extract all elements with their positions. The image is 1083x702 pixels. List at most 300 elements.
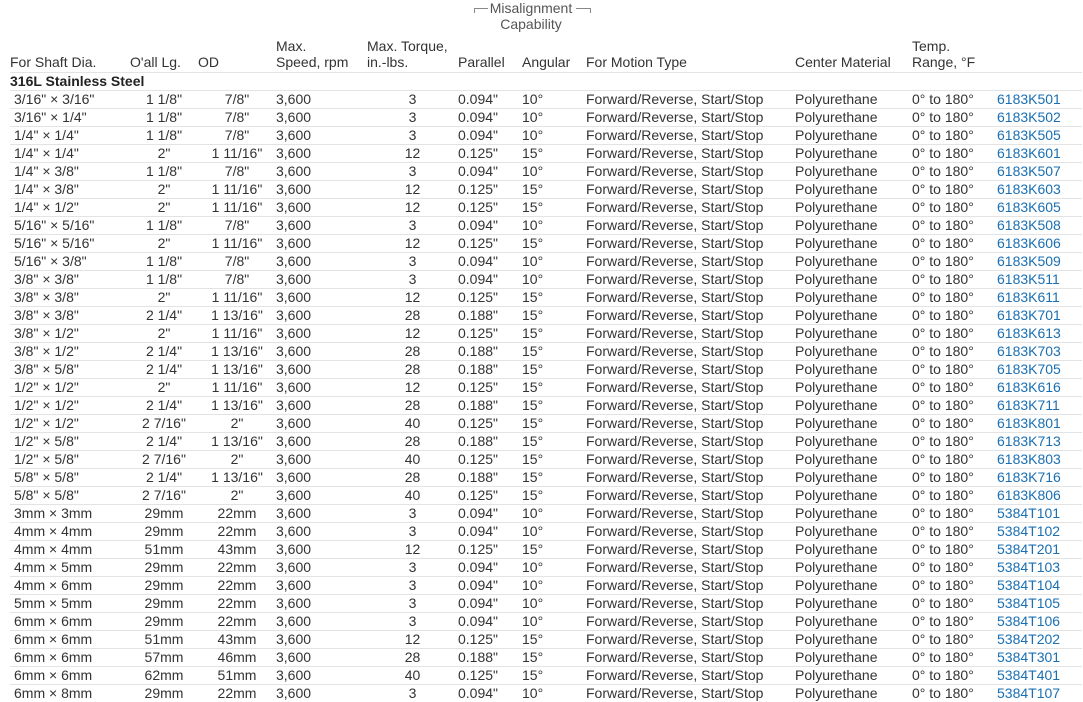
part-number-link[interactable]: 6183K616 [997, 379, 1061, 395]
cell-temp: 0° to 180° [912, 433, 997, 451]
table-row [10, 199, 1082, 217]
cell-temp: 0° to 180° [912, 487, 997, 505]
cell-od: 43mm [198, 541, 276, 559]
col-header-temp-line2: Range, °F [912, 54, 975, 70]
table-row [10, 235, 1082, 253]
cell-length: 29mm [130, 559, 198, 577]
cell-length: 1 1/8" [130, 127, 198, 145]
cell-torque: 3 [367, 595, 458, 613]
cell-motion: Forward/Reverse, Start/Stop [586, 361, 795, 379]
cell-temp: 0° to 180° [912, 163, 997, 181]
cell-center: Polyurethane [795, 145, 912, 163]
table-row [10, 343, 1082, 361]
cell-od: 1 13/16" [198, 433, 276, 451]
part-number-link[interactable]: 5384T401 [997, 667, 1060, 683]
cell-part [997, 307, 1082, 325]
cell-temp: 0° to 180° [912, 91, 997, 109]
cell-angular: 10° [522, 91, 586, 109]
cell-center: Polyurethane [795, 217, 912, 235]
cell-od: 1 11/16" [198, 181, 276, 199]
cell-temp: 0° to 180° [912, 505, 997, 523]
cell-parallel: 0.094" [458, 559, 522, 577]
cell-parallel: 0.188" [458, 433, 522, 451]
col-header-torque-line2: in.-lbs. [367, 54, 408, 70]
cell-shaft: 3/8" × 3/8" [10, 307, 130, 325]
cell-torque: 28 [367, 433, 458, 451]
cell-parallel: 0.094" [458, 217, 522, 235]
cell-shaft: 1/4" × 3/8" [10, 181, 130, 199]
part-number-link[interactable]: 6183K716 [997, 469, 1061, 485]
part-number-link[interactable]: 6183K601 [997, 145, 1061, 161]
cell-shaft: 4mm × 5mm [10, 559, 130, 577]
cell-torque: 28 [367, 361, 458, 379]
cell-part [997, 613, 1082, 631]
cell-center: Polyurethane [795, 541, 912, 559]
cell-shaft: 1/4" × 3/8" [10, 163, 130, 181]
part-number-link[interactable]: 6183K613 [997, 325, 1061, 341]
part-number-link[interactable]: 6183K705 [997, 361, 1061, 377]
cell-length: 2 1/4" [130, 433, 198, 451]
cell-part [997, 505, 1082, 523]
cell-angular: 15° [522, 343, 586, 361]
part-number-link[interactable]: 5384T103 [997, 559, 1060, 575]
table-row [10, 289, 1082, 307]
table-row [10, 91, 1082, 109]
cell-temp: 0° to 180° [912, 523, 997, 541]
section-title: 316L Stainless Steel [10, 73, 1082, 91]
cell-center: Polyurethane [795, 685, 912, 702]
part-number-link[interactable]: 5384T102 [997, 523, 1060, 539]
cell-angular: 10° [522, 613, 586, 631]
cell-shaft: 3/16" × 3/16" [10, 91, 130, 109]
cell-parallel: 0.188" [458, 397, 522, 415]
col-header-parallel: Parallel [458, 34, 522, 73]
cell-parallel: 0.125" [458, 541, 522, 559]
cell-torque: 3 [367, 253, 458, 271]
cell-part [997, 469, 1082, 487]
cell-part [997, 325, 1082, 343]
cell-motion: Forward/Reverse, Start/Stop [586, 649, 795, 667]
cell-length: 62mm [130, 667, 198, 685]
col-header-speed [276, 34, 367, 73]
cell-parallel: 0.125" [458, 667, 522, 685]
cell-temp: 0° to 180° [912, 307, 997, 325]
col-header-motion: For Motion Type [586, 34, 795, 73]
cell-torque: 40 [367, 487, 458, 505]
cell-torque: 3 [367, 613, 458, 631]
cell-parallel: 0.188" [458, 649, 522, 667]
cell-torque: 40 [367, 451, 458, 469]
cell-od: 1 11/16" [198, 379, 276, 397]
cell-angular: 15° [522, 415, 586, 433]
part-number-link[interactable]: 5384T201 [997, 541, 1060, 557]
table-row [10, 613, 1082, 631]
table-row [10, 181, 1082, 199]
cell-length: 2 1/4" [130, 307, 198, 325]
cell-temp: 0° to 180° [912, 145, 997, 163]
cell-parallel: 0.094" [458, 505, 522, 523]
cell-shaft: 1/2" × 1/2" [10, 379, 130, 397]
cell-shaft: 3mm × 3mm [10, 505, 130, 523]
part-number-link[interactable]: 6183K801 [997, 415, 1061, 431]
cell-temp: 0° to 180° [912, 343, 997, 361]
cell-part [997, 127, 1082, 145]
cell-torque: 3 [367, 271, 458, 289]
col-header-torque-line1: Max. Torque, [367, 38, 448, 54]
cell-center: Polyurethane [795, 271, 912, 289]
cell-length: 2 7/16" [130, 415, 198, 433]
cell-parallel: 0.094" [458, 595, 522, 613]
part-number-link[interactable]: 5384T202 [997, 631, 1060, 647]
cell-torque: 28 [367, 469, 458, 487]
cell-od: 22mm [198, 577, 276, 595]
cell-length: 2 1/4" [130, 397, 198, 415]
cell-shaft: 1/2" × 1/2" [10, 415, 130, 433]
table-row [10, 685, 1082, 702]
col-header-angular: Angular [522, 34, 586, 73]
cell-center: Polyurethane [795, 595, 912, 613]
part-number-link[interactable]: 6183K711 [997, 397, 1060, 413]
cell-od: 22mm [198, 523, 276, 541]
cell-length: 1 1/8" [130, 109, 198, 127]
cell-center: Polyurethane [795, 487, 912, 505]
cell-length: 2" [130, 199, 198, 217]
cell-angular: 15° [522, 325, 586, 343]
cell-shaft: 5/8" × 5/8" [10, 469, 130, 487]
cell-length: 1 1/8" [130, 271, 198, 289]
cell-od: 46mm [198, 649, 276, 667]
cell-part [997, 91, 1082, 109]
table-row [10, 451, 1082, 469]
cell-motion: Forward/Reverse, Start/Stop [586, 379, 795, 397]
cell-parallel: 0.125" [458, 199, 522, 217]
part-number-link[interactable]: 6183K502 [997, 109, 1061, 125]
cell-motion: Forward/Reverse, Start/Stop [586, 127, 795, 145]
cell-speed: 3,600 [276, 685, 367, 702]
cell-angular: 10° [522, 523, 586, 541]
cell-temp: 0° to 180° [912, 379, 997, 397]
cell-motion: Forward/Reverse, Start/Stop [586, 199, 795, 217]
cell-angular: 10° [522, 271, 586, 289]
header-row [10, 34, 1082, 73]
col-header-center: Center Material [795, 34, 912, 73]
cell-od: 1 13/16" [198, 397, 276, 415]
cell-angular: 10° [522, 595, 586, 613]
cell-temp: 0° to 180° [912, 541, 997, 559]
cell-part [997, 559, 1082, 577]
cell-od: 22mm [198, 559, 276, 577]
cell-temp: 0° to 180° [912, 631, 997, 649]
cell-part [997, 109, 1082, 127]
cell-speed: 3,600 [276, 451, 367, 469]
cell-length: 51mm [130, 631, 198, 649]
cell-parallel: 0.125" [458, 631, 522, 649]
cell-torque: 12 [367, 199, 458, 217]
cell-length: 29mm [130, 685, 198, 702]
part-number-link[interactable]: 5384T104 [997, 577, 1060, 593]
table-row [10, 577, 1082, 595]
cell-length: 2" [130, 181, 198, 199]
part-number-link[interactable]: 6183K606 [997, 235, 1061, 251]
col-header-length: O'all Lg. [130, 34, 198, 73]
part-number-link[interactable]: 5384T301 [997, 649, 1060, 665]
part-number-link[interactable]: 6183K611 [997, 289, 1060, 305]
cell-od: 2" [198, 415, 276, 433]
cell-torque: 3 [367, 577, 458, 595]
cell-part [997, 415, 1082, 433]
cell-motion: Forward/Reverse, Start/Stop [586, 541, 795, 559]
cell-temp: 0° to 180° [912, 325, 997, 343]
cell-length: 2 7/16" [130, 487, 198, 505]
part-number-link[interactable]: 6183K703 [997, 343, 1061, 359]
cell-od: 7/8" [198, 271, 276, 289]
cell-length: 51mm [130, 541, 198, 559]
cell-torque: 12 [367, 541, 458, 559]
cell-parallel: 0.125" [458, 415, 522, 433]
cell-shaft: 1/4" × 1/4" [10, 127, 130, 145]
cell-part [997, 523, 1082, 541]
cell-length: 29mm [130, 523, 198, 541]
cell-speed: 3,600 [276, 253, 367, 271]
table-row [10, 559, 1082, 577]
table-row [10, 505, 1082, 523]
cell-shaft: 6mm × 8mm [10, 685, 130, 702]
cell-torque: 3 [367, 127, 458, 145]
cell-torque: 3 [367, 505, 458, 523]
cell-od: 43mm [198, 631, 276, 649]
cell-temp: 0° to 180° [912, 253, 997, 271]
cell-angular: 15° [522, 649, 586, 667]
part-number-link[interactable]: 6183K713 [997, 433, 1061, 449]
cell-speed: 3,600 [276, 577, 367, 595]
table-row [10, 649, 1082, 667]
cell-motion: Forward/Reverse, Start/Stop [586, 523, 795, 541]
table-row [10, 109, 1082, 127]
cell-center: Polyurethane [795, 325, 912, 343]
cell-temp: 0° to 180° [912, 289, 997, 307]
cell-temp: 0° to 180° [912, 361, 997, 379]
cell-center: Polyurethane [795, 235, 912, 253]
part-number-link[interactable]: 6183K806 [997, 487, 1061, 503]
cell-shaft: 1/2" × 5/8" [10, 451, 130, 469]
product-spec-table [10, 34, 1082, 702]
cell-length: 2" [130, 289, 198, 307]
cell-length: 2" [130, 379, 198, 397]
cell-angular: 10° [522, 163, 586, 181]
part-number-link[interactable]: 6183K508 [997, 217, 1061, 233]
cell-part [997, 361, 1082, 379]
cell-shaft: 1/4" × 1/2" [10, 199, 130, 217]
cell-part [997, 199, 1082, 217]
cell-speed: 3,600 [276, 217, 367, 235]
cell-temp: 0° to 180° [912, 235, 997, 253]
cell-od: 2" [198, 487, 276, 505]
cell-speed: 3,600 [276, 469, 367, 487]
cell-speed: 3,600 [276, 199, 367, 217]
cell-speed: 3,600 [276, 415, 367, 433]
cell-od: 51mm [198, 667, 276, 685]
cell-motion: Forward/Reverse, Start/Stop [586, 217, 795, 235]
part-number-link[interactable]: 6183K505 [997, 127, 1061, 143]
cell-center: Polyurethane [795, 181, 912, 199]
cell-motion: Forward/Reverse, Start/Stop [586, 559, 795, 577]
cell-torque: 3 [367, 523, 458, 541]
cell-angular: 15° [522, 181, 586, 199]
table-row [10, 127, 1082, 145]
part-number-link[interactable]: 6183K507 [997, 163, 1061, 179]
cell-temp: 0° to 180° [912, 181, 997, 199]
cell-part [997, 235, 1082, 253]
cell-temp: 0° to 180° [912, 451, 997, 469]
cell-center: Polyurethane [795, 577, 912, 595]
cell-part [997, 181, 1082, 199]
cell-shaft: 4mm × 6mm [10, 577, 130, 595]
part-number-link[interactable]: 6183K501 [997, 91, 1061, 107]
table-row [10, 631, 1082, 649]
cell-parallel: 0.125" [458, 487, 522, 505]
cell-speed: 3,600 [276, 379, 367, 397]
cell-shaft: 6mm × 6mm [10, 631, 130, 649]
cell-temp: 0° to 180° [912, 613, 997, 631]
cell-speed: 3,600 [276, 595, 367, 613]
cell-speed: 3,600 [276, 235, 367, 253]
cell-parallel: 0.125" [458, 289, 522, 307]
cell-angular: 15° [522, 469, 586, 487]
cell-torque: 3 [367, 91, 458, 109]
cell-motion: Forward/Reverse, Start/Stop [586, 145, 795, 163]
cell-speed: 3,600 [276, 307, 367, 325]
cell-temp: 0° to 180° [912, 271, 997, 289]
misalignment-capability-header [470, 0, 592, 36]
cell-torque: 3 [367, 559, 458, 577]
cell-motion: Forward/Reverse, Start/Stop [586, 289, 795, 307]
cell-od: 22mm [198, 505, 276, 523]
table-row [10, 145, 1082, 163]
part-number-link[interactable]: 6183K803 [997, 451, 1061, 467]
cell-speed: 3,600 [276, 487, 367, 505]
table-row [10, 361, 1082, 379]
part-number-link[interactable]: 6183K511 [997, 271, 1060, 287]
table-row [10, 487, 1082, 505]
cell-length: 2" [130, 235, 198, 253]
cell-parallel: 0.188" [458, 307, 522, 325]
cell-motion: Forward/Reverse, Start/Stop [586, 307, 795, 325]
cell-od: 7/8" [198, 91, 276, 109]
cell-od: 1 13/16" [198, 343, 276, 361]
cell-shaft: 3/8" × 1/2" [10, 325, 130, 343]
cell-motion: Forward/Reverse, Start/Stop [586, 451, 795, 469]
cell-angular: 15° [522, 145, 586, 163]
cell-part [997, 163, 1082, 181]
cell-speed: 3,600 [276, 271, 367, 289]
cell-part [997, 145, 1082, 163]
cell-length: 29mm [130, 595, 198, 613]
cell-speed: 3,600 [276, 433, 367, 451]
cell-shaft: 5/16" × 5/16" [10, 217, 130, 235]
group-header-line1: Misalignment [470, 0, 592, 17]
cell-length: 1 1/8" [130, 253, 198, 271]
cell-torque: 28 [367, 397, 458, 415]
cell-parallel: 0.125" [458, 379, 522, 397]
cell-length: 57mm [130, 649, 198, 667]
cell-center: Polyurethane [795, 451, 912, 469]
cell-shaft: 6mm × 6mm [10, 649, 130, 667]
cell-motion: Forward/Reverse, Start/Stop [586, 397, 795, 415]
cell-od: 1 11/16" [198, 235, 276, 253]
cell-torque: 3 [367, 217, 458, 235]
part-number-link[interactable]: 6183K603 [997, 181, 1061, 197]
cell-shaft: 6mm × 6mm [10, 613, 130, 631]
col-header-part [997, 34, 1082, 73]
cell-parallel: 0.094" [458, 685, 522, 702]
cell-length: 1 1/8" [130, 163, 198, 181]
cell-od: 22mm [198, 595, 276, 613]
cell-temp: 0° to 180° [912, 415, 997, 433]
cell-center: Polyurethane [795, 289, 912, 307]
part-number-link[interactable]: 6183K701 [997, 307, 1061, 323]
part-number-link[interactable]: 5384T107 [997, 685, 1060, 701]
cell-part [997, 271, 1082, 289]
part-number-link[interactable]: 5384T101 [997, 505, 1060, 521]
cell-part [997, 397, 1082, 415]
cell-torque: 40 [367, 415, 458, 433]
cell-torque: 40 [367, 667, 458, 685]
cell-torque: 12 [367, 325, 458, 343]
cell-temp: 0° to 180° [912, 577, 997, 595]
table-row [10, 595, 1082, 613]
cell-angular: 15° [522, 307, 586, 325]
cell-torque: 28 [367, 649, 458, 667]
cell-motion: Forward/Reverse, Start/Stop [586, 343, 795, 361]
cell-speed: 3,600 [276, 631, 367, 649]
cell-torque: 12 [367, 181, 458, 199]
cell-center: Polyurethane [795, 505, 912, 523]
col-header-shaft: For Shaft Dia. [10, 34, 130, 73]
cell-speed: 3,600 [276, 289, 367, 307]
part-number-link[interactable]: 5384T106 [997, 613, 1060, 629]
table-row [10, 415, 1082, 433]
part-number-link[interactable]: 5384T105 [997, 595, 1060, 611]
cell-torque: 12 [367, 145, 458, 163]
cell-od: 7/8" [198, 163, 276, 181]
cell-shaft: 1/4" × 1/4" [10, 145, 130, 163]
cell-part [997, 433, 1082, 451]
table-row [10, 163, 1082, 181]
cell-temp: 0° to 180° [912, 685, 997, 702]
cell-angular: 10° [522, 685, 586, 702]
cell-od: 1 11/16" [198, 289, 276, 307]
cell-center: Polyurethane [795, 253, 912, 271]
cell-part [997, 343, 1082, 361]
part-number-link[interactable]: 6183K605 [997, 199, 1061, 215]
cell-motion: Forward/Reverse, Start/Stop [586, 577, 795, 595]
cell-torque: 12 [367, 631, 458, 649]
cell-od: 1 11/16" [198, 145, 276, 163]
cell-speed: 3,600 [276, 667, 367, 685]
cell-parallel: 0.094" [458, 253, 522, 271]
part-number-link[interactable]: 6183K509 [997, 253, 1061, 269]
cell-center: Polyurethane [795, 379, 912, 397]
cell-center: Polyurethane [795, 397, 912, 415]
section-row [10, 73, 1082, 91]
cell-angular: 15° [522, 361, 586, 379]
cell-center: Polyurethane [795, 613, 912, 631]
cell-temp: 0° to 180° [912, 109, 997, 127]
cell-center: Polyurethane [795, 109, 912, 127]
cell-part [997, 289, 1082, 307]
cell-parallel: 0.094" [458, 271, 522, 289]
group-header-line2: Capability [470, 16, 592, 33]
